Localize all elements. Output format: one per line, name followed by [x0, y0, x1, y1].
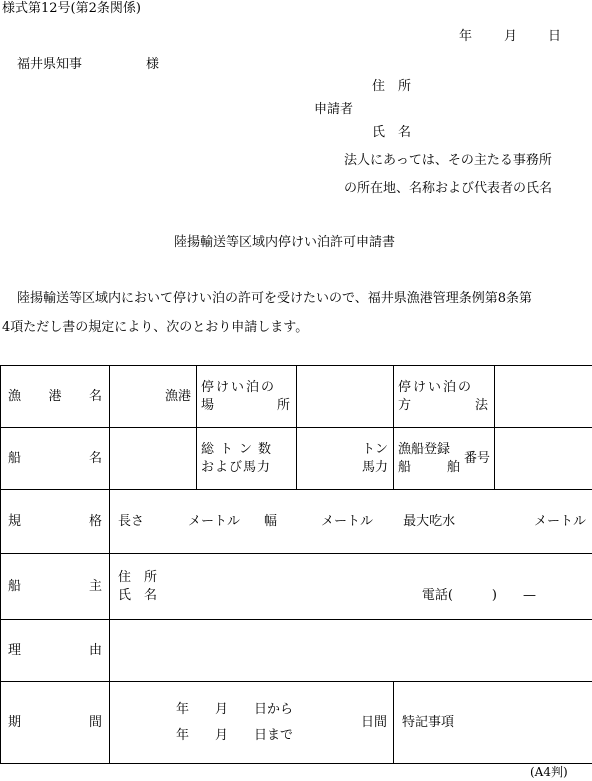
horsepower-unit: 馬力	[361, 459, 388, 475]
period-field[interactable]	[110, 682, 394, 764]
label-port-char-3: 名	[88, 388, 102, 404]
addressee: 福井県知事	[17, 57, 83, 72]
label-place-char-1: 場	[201, 397, 215, 413]
document-title: 陸揚輸送等区域内停けい泊許可申請書	[174, 235, 396, 250]
registration-field[interactable]	[495, 428, 592, 490]
row-period	[1, 682, 592, 764]
label-place-line-1: 停けい泊の	[201, 379, 277, 395]
ton-unit: トン	[361, 441, 388, 457]
port-name-field[interactable]	[110, 366, 197, 428]
label-reason-char-1: 理	[8, 642, 22, 658]
period-days: 日間	[360, 714, 387, 730]
label-method-char-1: 方	[398, 397, 412, 413]
label-method-line-1: 停けい泊の	[398, 379, 474, 395]
length-label: 長さ	[118, 513, 145, 529]
owner-address-label: 住 所	[118, 569, 158, 585]
label-period-char-2: 間	[88, 714, 102, 730]
label-period-char-1: 期	[8, 714, 22, 730]
vessel-name-field[interactable]	[110, 428, 197, 490]
label-period	[1, 682, 110, 764]
label-tonnage-line-2: および馬力	[201, 459, 272, 475]
label-vessel-name	[1, 428, 110, 490]
label-port-char-2: 港	[48, 388, 62, 404]
special-notes-field[interactable]	[394, 682, 592, 764]
label-ship-char-2: 舶	[446, 459, 460, 475]
label-vessel-char-1: 船	[8, 450, 22, 466]
label-specs-char-1: 規	[8, 513, 22, 529]
reason-field[interactable]	[110, 620, 592, 682]
label-place	[197, 366, 297, 428]
label-tonnage	[197, 428, 297, 490]
label-registration	[394, 428, 495, 490]
owner-phone-label: 電話( ) —	[421, 587, 536, 603]
application-form-table	[0, 365, 592, 764]
corporate-note-line-2: の所在地、名称および代表者の氏名	[344, 181, 553, 196]
draft-label: 最大吃水	[403, 513, 456, 529]
label-owner-char-2: 主	[88, 578, 102, 594]
label-vessel-char-2: 名	[88, 450, 102, 466]
special-notes-label: 特記事項	[402, 714, 455, 730]
label-place-char-2: 所	[276, 397, 290, 413]
addressee-suffix: 様	[146, 57, 160, 72]
label-specs-char-2: 格	[88, 513, 102, 529]
width-label: 幅	[264, 513, 278, 529]
row-specs	[1, 490, 592, 554]
period-to: 年 月 日まで	[176, 727, 294, 743]
place-field[interactable]	[297, 366, 394, 428]
address-label: 住 所	[372, 79, 412, 94]
tonnage-field[interactable]	[297, 428, 394, 490]
owner-name-label: 氏 名	[118, 587, 158, 603]
label-owner	[1, 554, 110, 620]
label-port-char-1: 漁	[8, 388, 22, 404]
label-tonnage-line-1: 総トン数	[201, 441, 278, 457]
row-reason	[1, 620, 592, 682]
period-from: 年 月 日から	[176, 701, 294, 717]
port-suffix: 漁港	[164, 388, 191, 404]
width-unit: メートル	[321, 513, 374, 529]
label-ship-char-1: 船	[398, 459, 412, 475]
label-specs	[1, 490, 110, 554]
row-vessel	[1, 428, 592, 490]
label-method-char-2: 法	[474, 397, 488, 413]
label-owner-char-1: 船	[8, 578, 22, 594]
intro-line-1: 陸揚輸送等区域内において停けい泊の許可を受けたいので、福井県漁港管理条例第8条第	[17, 291, 533, 306]
corporate-note-line-1: 法人にあっては、その主たる事務所	[344, 153, 552, 168]
name-label: 氏 名	[372, 125, 412, 140]
draft-unit: メートル	[533, 513, 586, 529]
date-day: 日	[548, 29, 562, 44]
label-reason-char-2: 由	[88, 642, 102, 658]
paper-size-note: (A4判)	[530, 765, 568, 779]
intro-line-2: 4項ただし書の規定により、次のとおり申請します。	[2, 320, 309, 335]
label-registration-number: 番号	[463, 450, 490, 466]
label-reason	[1, 620, 110, 682]
length-unit: メートル	[188, 513, 241, 529]
row-port	[1, 366, 592, 428]
method-field[interactable]	[495, 366, 592, 428]
label-port-name	[1, 366, 110, 428]
specs-field[interactable]	[110, 490, 592, 554]
row-owner	[1, 554, 592, 620]
date-year: 年	[459, 29, 473, 44]
applicant-label: 申請者	[314, 102, 354, 117]
label-method	[394, 366, 495, 428]
label-registration-line-1: 漁船登録	[398, 441, 451, 457]
form-number: 様式第12号(第2条関係)	[2, 1, 141, 16]
date-month: 月	[504, 29, 518, 44]
owner-field[interactable]	[110, 554, 592, 620]
